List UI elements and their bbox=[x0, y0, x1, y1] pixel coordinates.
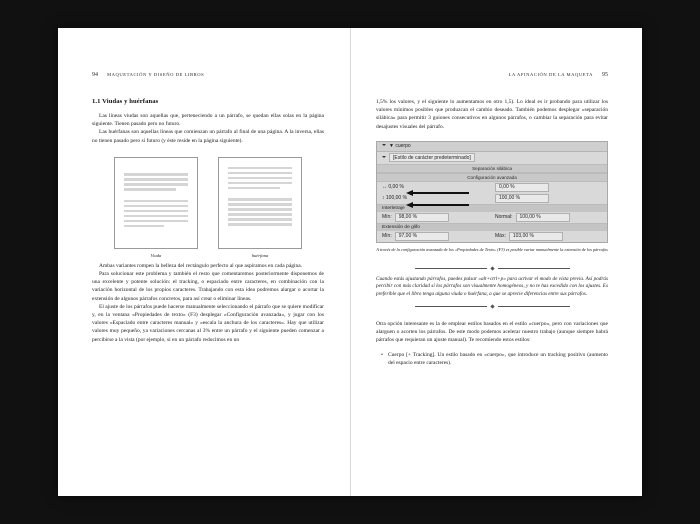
figure-viuda bbox=[114, 157, 198, 258]
interlinear-normal-label: Normal: bbox=[495, 214, 513, 221]
text-properties-panel-figure bbox=[376, 141, 608, 243]
figure-caption: A través de la configuración avanzada de los «Propiedades de Texto» (F3) es posible variar manualmente la extensión de los párrafos bbox=[376, 246, 608, 252]
rule-ornament-top bbox=[376, 267, 608, 270]
paragraph: El ajuste de los párrafos puede hacerse manualmente seleccionando el párrafo que se quiere modificar y, en la ventana «Propiedades de texto» (F3) desplegar «Configuración avanzada», y jugar con los valores «Espaciado entre caracteres manual» y «escala la anchura de los caracteres». Hay que utilizar valores muy pequeño, ya variaciones cercanas al 3% entre un párrafo y el siguiente pueden comenzar a percibirse a la vista (por ejemplo, si en un párrafo reducimos en un bbox=[92, 303, 324, 343]
figure-frame bbox=[114, 157, 198, 249]
annotation-arrow-tracking bbox=[413, 192, 469, 194]
glyph-extension-row bbox=[377, 231, 607, 242]
figure-caption: Viuda bbox=[150, 252, 162, 258]
interlinear-min-value: 98,00 % bbox=[395, 213, 449, 222]
paragraph: Las huérfanas son aquellas líneas que comienzan un párrafo al final de una página. A la inversa, ellas no tienen pasado pero sí futuro (y éste reside en la página siguiente). bbox=[92, 129, 324, 144]
left-folio: 94 bbox=[92, 72, 98, 78]
book-spread bbox=[58, 28, 642, 496]
chevron-down-icon bbox=[382, 156, 386, 160]
interlinear-min-label: Mín: bbox=[382, 214, 392, 221]
paragraph: Ambas variantes rompen la belleza del rectángulo perfecto al que aspiramos en cada página. bbox=[99, 262, 303, 269]
left-page bbox=[58, 28, 350, 496]
style-list bbox=[376, 351, 608, 367]
left-body-column bbox=[92, 98, 324, 344]
glyph-max-label: Máx: bbox=[495, 233, 506, 240]
right-folio: 95 bbox=[602, 72, 608, 78]
panel-advanced-header: Configuración avanzada bbox=[377, 173, 607, 182]
figure-huerfana bbox=[218, 157, 302, 258]
paragraph: Otra opción interesante es la de emplear estilos basados en el estilo «cuerpo», pero con variaciones que alarguen o acorten los párrafos. De este modo podemos acelerar nuestro trabajo (aunque siempre habrá párrafos que requieran un ajuste manual). Te recomiendo estos estilos: bbox=[376, 320, 608, 343]
width-value: 100,00 % bbox=[495, 194, 549, 203]
glyph-max-value: 103,00 % bbox=[509, 232, 563, 241]
interlinear-normal-value: 100,00 % bbox=[516, 213, 570, 222]
character-style-field: [Estilo de carácter predeterminado] bbox=[389, 153, 475, 162]
tracking-label: ↔ 0,00 % bbox=[382, 184, 404, 191]
paragraph: Las líneas viudas son aquellas que, perteneciendo a un párrafo, se quedan ellas solas en la página siguiente. Tienen pasado pero no futuro. bbox=[92, 113, 324, 128]
figure-frame bbox=[218, 157, 302, 249]
glyph-extension-label: Extensión de glifo bbox=[377, 223, 607, 231]
figure-caption: huérfana bbox=[251, 252, 269, 258]
interlinear-row bbox=[377, 212, 607, 223]
figure-lines bbox=[228, 167, 292, 226]
panel-hyphenation-header: Separación silábica bbox=[377, 164, 607, 173]
list-item: • Cuerpo [+ Tracking]. Un estilo basado en «cuerpo», que introduce un tracking positivo (aumento del espacio entre caracteres). bbox=[388, 351, 608, 367]
pull-quote-text: Cuando estás ajustando párrafos, puedes pulsar «alt+ctrl+p» para activar el modo de vista previa. Así podrás percibir con más claridad si los párrafos son visualmente homogéneos, y no te has excedido con los ajustes. Es preferible que el libro tenga alguna viuda o huérfana, a que se aprecie diferencias entre sus párrafos. bbox=[376, 275, 608, 297]
width-label: ↕ 100,00 % bbox=[382, 195, 408, 202]
panel-title: ▼ cuerpo bbox=[389, 143, 411, 150]
panel-style-row bbox=[377, 152, 607, 164]
interlinear-label: Interletraje bbox=[377, 204, 607, 212]
figure-lines bbox=[124, 167, 188, 227]
glyph-min-label: Mín: bbox=[382, 233, 392, 240]
glyph-min-value: 97,00 % bbox=[395, 232, 449, 241]
paragraph: 1,5% los valores, y el siguiente lo aumentamos en otro 1,5). Lo ideal es ir probando para utilizar los valores mínimos posibles que produzcan el cambio deseado. También podemos desplegar «separación silábica» para permitir 3 guiones consecutivos en algunos párrafos, o cambiar la separación para evitar desajustes visuales del párrafo. bbox=[376, 99, 608, 130]
paragraph: Para solucionar este problema y también el resto que comentaremos posteriormente disponemos de una excelente y potente solución: el tracking, o espaciado entre caracteres, en combinación con la variación horizontal de los propios caracteres. Trabajando con esta idea podremos alargar o acortar la extensión de algunos párrafos concretos, para así crear o eliminar líneas. bbox=[92, 271, 324, 302]
pull-quote bbox=[376, 267, 608, 308]
tracking-value: 0,00 % bbox=[495, 183, 549, 192]
right-page bbox=[350, 28, 642, 496]
right-running-head-title: LA AFINACIÓN DE LA MAQUETA bbox=[508, 72, 593, 77]
right-body-column bbox=[376, 98, 608, 368]
figure-group bbox=[92, 157, 324, 258]
section-title: 1.1 Viudas y huérfanas bbox=[92, 98, 159, 105]
rule-ornament-bottom bbox=[376, 305, 608, 308]
annotation-arrow-width bbox=[413, 204, 469, 206]
left-running-head bbox=[92, 72, 324, 82]
panel-title-row bbox=[377, 142, 607, 152]
right-running-head bbox=[376, 72, 608, 82]
left-running-head-title: MAQUETACIÓN Y DISEÑO DE LIBROS bbox=[107, 72, 205, 77]
chevron-down-icon bbox=[382, 144, 386, 148]
